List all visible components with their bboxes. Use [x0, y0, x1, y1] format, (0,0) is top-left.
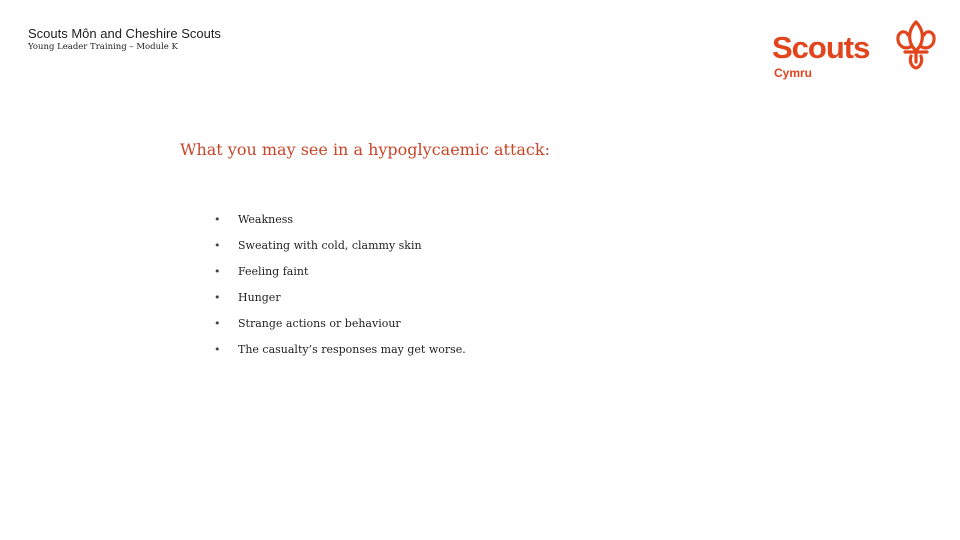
logo-subtitle: Cymru [774, 66, 813, 80]
list-item-text: Sweating with cold, clammy skin [238, 239, 422, 252]
list-item-text: Hunger [238, 291, 281, 304]
bullet-icon: • [214, 291, 221, 304]
fleur-de-lis-icon [894, 20, 938, 72]
bullet-icon: • [214, 265, 221, 278]
org-title: Scouts Môn and Cheshire Scouts [28, 26, 221, 41]
list-item-text: Feeling faint [238, 265, 309, 278]
scouts-cymru-logo [772, 20, 940, 86]
list-item-text: Weakness [238, 213, 294, 226]
module-subtitle: Young Leader Training – Module K [28, 42, 178, 52]
bullet-icon: • [214, 343, 221, 356]
bullet-icon: • [214, 317, 221, 330]
list-item-text: The casualty’s responses may get worse. [238, 343, 466, 356]
slide-heading: What you may see in a hypoglycaemic attack: [180, 140, 550, 159]
list-item-text: Strange actions or behaviour [238, 317, 401, 330]
bullet-icon: • [214, 213, 221, 226]
bullet-icon: • [214, 239, 221, 252]
logo-wordmark: Scouts [772, 30, 870, 65]
